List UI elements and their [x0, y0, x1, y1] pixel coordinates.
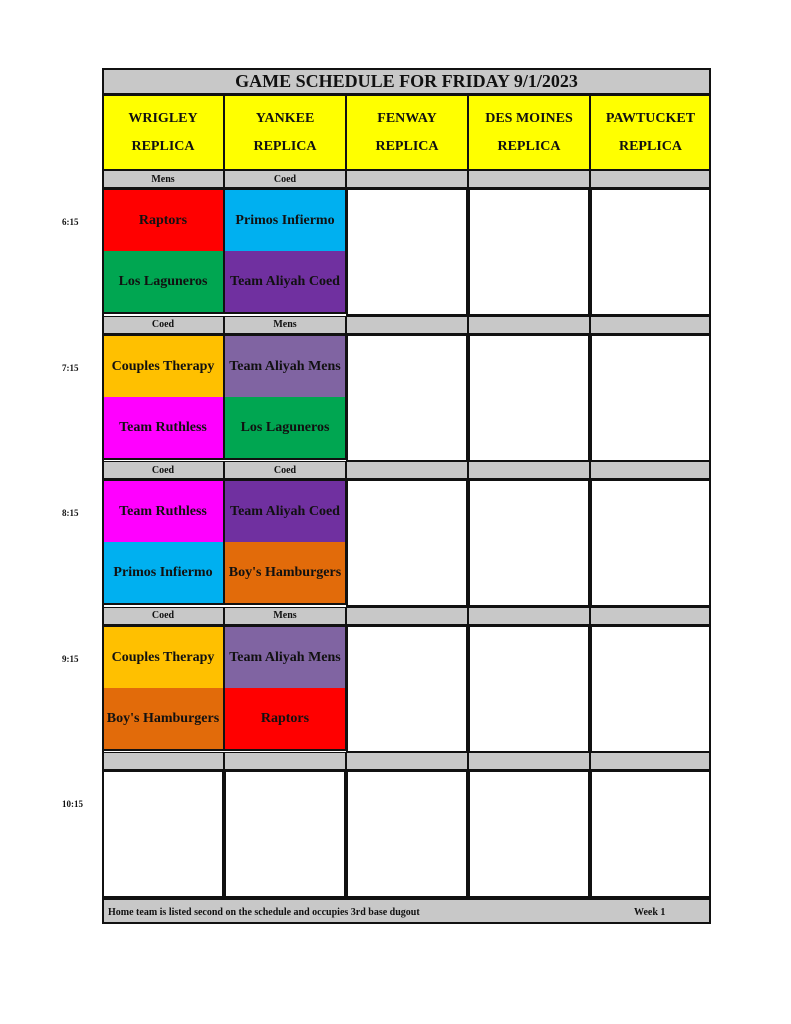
- team-cell: Team Ruthless: [102, 479, 224, 542]
- division-label: Coed: [102, 461, 224, 479]
- page-title: GAME SCHEDULE FOR FRIDAY 9/1/2023: [102, 68, 711, 95]
- empty-cell: [346, 334, 468, 462]
- team-cell: Primos Infiermo: [102, 542, 224, 605]
- division-label: [468, 607, 590, 625]
- field-name: FENWAY: [377, 110, 437, 126]
- division-label: [590, 170, 711, 188]
- field-subtitle: REPLICA: [618, 138, 682, 154]
- field-header: [346, 95, 468, 170]
- team-cell: Team Aliyah Coed: [224, 479, 346, 542]
- empty-cell: [346, 625, 468, 753]
- field-header: [590, 95, 711, 170]
- empty-cell: [346, 188, 468, 316]
- team-cell: Couples Therapy: [102, 625, 224, 688]
- field-subtitle: REPLICA: [253, 138, 317, 154]
- empty-cell: [590, 625, 711, 753]
- team-cell: Team Ruthless: [102, 397, 224, 460]
- time-label: 8:15: [62, 508, 79, 518]
- empty-cell: [590, 188, 711, 316]
- team-cell: Los Laguneros: [224, 397, 346, 460]
- team-cell: Los Laguneros: [102, 251, 224, 314]
- division-label: [346, 752, 468, 770]
- time-label: 9:15: [62, 653, 79, 664]
- time-label: 7:15: [62, 362, 79, 373]
- field-subtitle: REPLICA: [131, 138, 195, 154]
- division-label: Mens: [102, 170, 224, 188]
- empty-cell: [468, 334, 590, 462]
- time-label: 6:15: [62, 217, 79, 227]
- team-cell: Team Aliyah Coed: [224, 251, 346, 314]
- division-label: Coed: [102, 316, 224, 334]
- division-label: [468, 752, 590, 770]
- team-cell: Team Aliyah Mens: [224, 334, 346, 397]
- division-label: [102, 752, 224, 770]
- team-cell: Boy's Hamburgers: [102, 688, 224, 751]
- division-label: Coed: [102, 607, 224, 625]
- division-label: Mens: [224, 607, 346, 625]
- division-label: [346, 461, 468, 479]
- empty-cell: [102, 770, 224, 898]
- empty-cell: [590, 334, 711, 462]
- team-cell: Couples Therapy: [102, 334, 224, 397]
- division-label: [590, 752, 711, 770]
- division-label: [468, 461, 590, 479]
- footer: [102, 898, 711, 924]
- field-name: YANKEE: [255, 110, 315, 126]
- division-label: [590, 316, 711, 334]
- division-label: [346, 607, 468, 625]
- division-label: [346, 316, 468, 334]
- team-cell: Primos Infiermo: [224, 188, 346, 251]
- empty-cell: [468, 770, 590, 898]
- division-label: Mens: [224, 316, 346, 334]
- empty-cell: [346, 770, 468, 898]
- team-cell: Raptors: [102, 188, 224, 251]
- time-label: 10:15: [62, 799, 83, 809]
- field-name: WRIGLEY: [128, 110, 198, 126]
- division-label: Coed: [224, 461, 346, 479]
- team-cell: Boy's Hamburgers: [224, 542, 346, 605]
- field-name: DES MOINES: [485, 110, 573, 126]
- division-label: [224, 752, 346, 770]
- empty-cell: [590, 770, 711, 898]
- division-label: [468, 170, 590, 188]
- division-label: [590, 607, 711, 625]
- empty-cell: [346, 479, 468, 607]
- empty-cell: [468, 188, 590, 316]
- week-label: Week 1: [634, 907, 666, 918]
- division-label: [590, 461, 711, 479]
- field-header: [102, 95, 224, 170]
- field-subtitle: REPLICA: [375, 138, 439, 154]
- empty-cell: [224, 770, 346, 898]
- empty-cell: [590, 479, 711, 607]
- field-subtitle: REPLICA: [497, 138, 561, 154]
- division-label: Coed: [224, 170, 346, 188]
- division-label: [346, 170, 468, 188]
- team-cell: Team Aliyah Mens: [224, 625, 346, 688]
- footer-note: Home team is listed second on the schedule and occupies 3rd base dugout: [108, 907, 420, 918]
- field-name: PAWTUCKET: [605, 110, 696, 126]
- field-header: [224, 95, 346, 170]
- empty-cell: [468, 479, 590, 607]
- empty-cell: [468, 625, 590, 753]
- team-cell: Raptors: [224, 688, 346, 751]
- division-label: [468, 316, 590, 334]
- field-header: [468, 95, 590, 170]
